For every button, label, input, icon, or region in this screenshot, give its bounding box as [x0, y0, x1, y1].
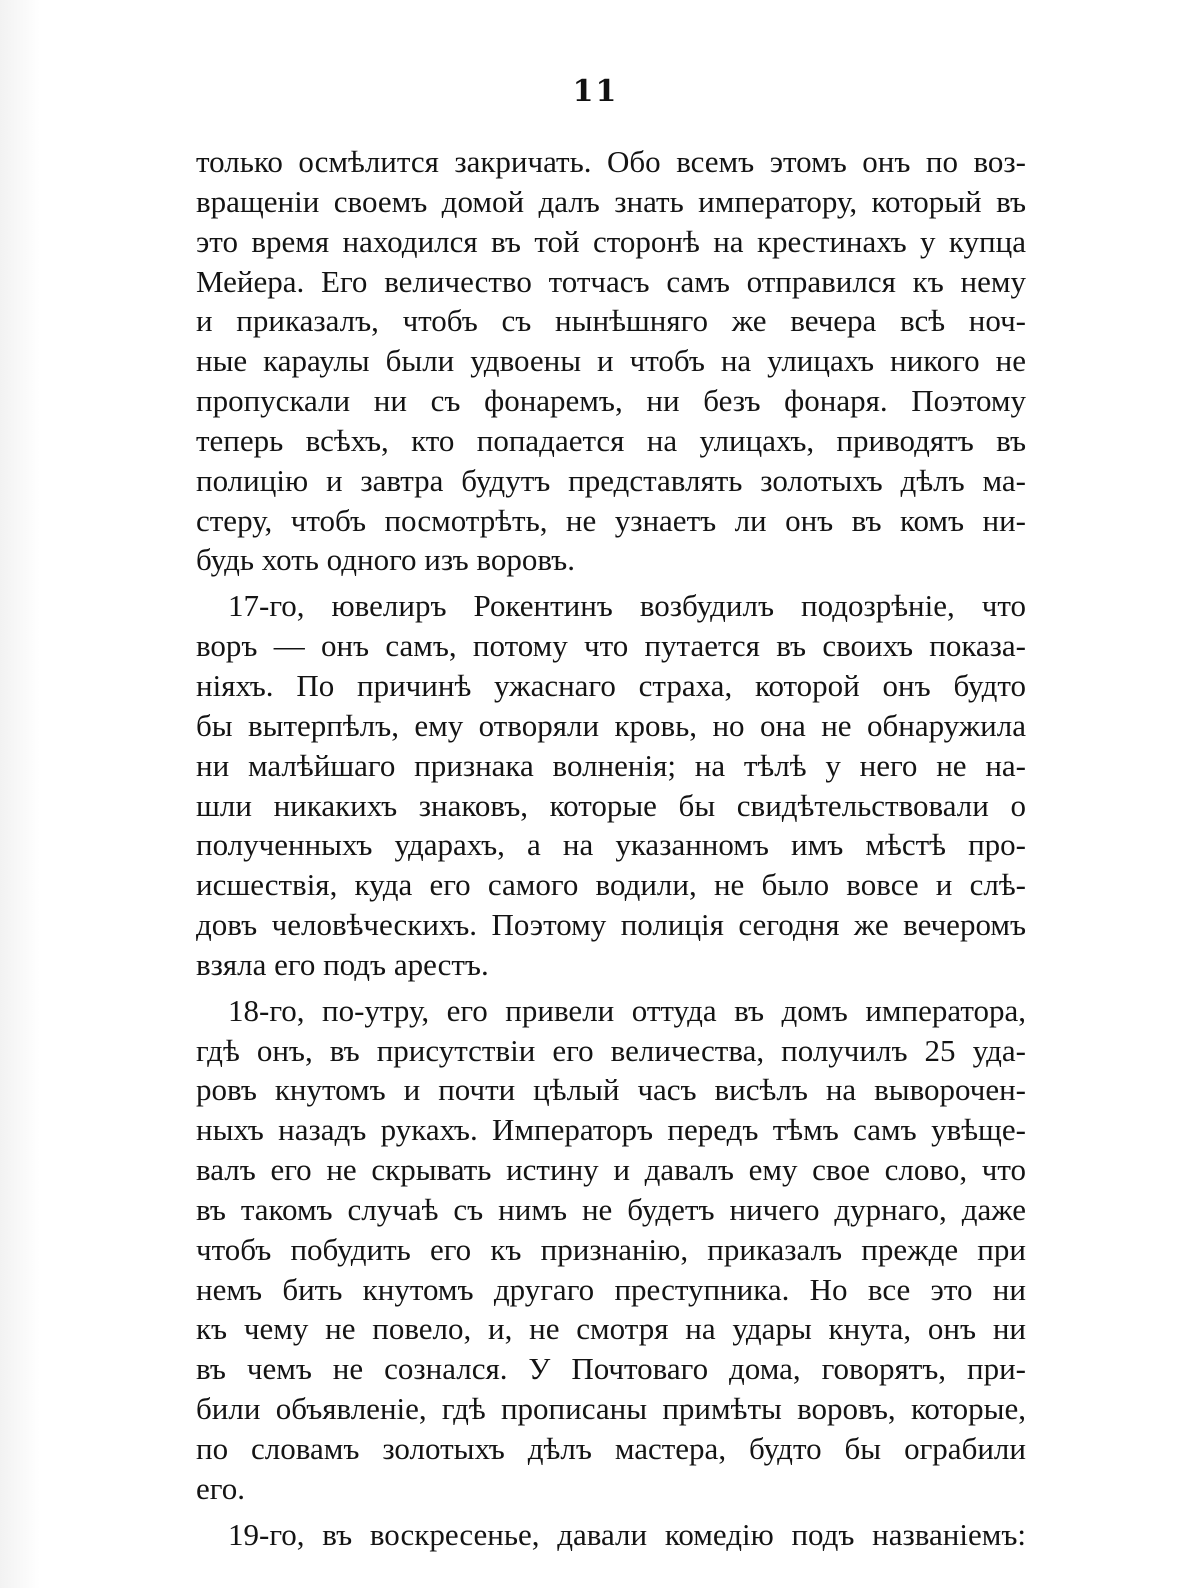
- text-line: полицію и завтра будутъ представлять золотыхъ дѣлъ ма-: [196, 462, 1026, 498]
- text-line: только осмѣлится закричать. Обо всемъ этомъ онъ по воз-: [196, 144, 1026, 179]
- text-line: немъ бить кнутомъ другаго преступника. Но все это ни: [196, 1271, 1026, 1307]
- text-line: били объявленіе, гдѣ прописаны примѣты воровъ, которые,: [196, 1391, 1026, 1427]
- text-line: въ чемъ не сознался. У Почтоваго дома, говорятъ, при-: [196, 1351, 1026, 1387]
- text-line: бы вытерпѣлъ, ему отворяли кровь, но она не обнаружила: [196, 707, 1026, 743]
- text-line: взяла его подъ арестъ.: [196, 946, 489, 982]
- text-line: 17-го, ювелиръ Рокентинъ возбудилъ подозрѣніе, что: [228, 588, 1026, 624]
- page-number: 11: [572, 74, 619, 109]
- text-line: ровъ кнутомъ и почти цѣлый часъ висѣлъ на выворочен-: [196, 1072, 1026, 1108]
- text-line: ные караулы были удвоены и чтобъ на улицахъ никого не: [196, 343, 1026, 379]
- text-line: исшествія, куда его самого водили, не было вовсе и слѣ-: [196, 867, 1026, 903]
- page-edge-shadow: [0, 0, 40, 1588]
- text-line: 18-го, по-утру, его привели оттуда въ домъ императора,: [228, 992, 1026, 1028]
- text-line: ни малѣйшаго признака волненія; на тѣлѣ у него не на-: [196, 747, 1026, 783]
- text-line: гдѣ онъ, въ присутствіи его величества, получилъ 25 уда-: [196, 1032, 1026, 1068]
- text-line: теперь всѣхъ, кто попадается на улицахъ, приводятъ въ: [196, 422, 1026, 458]
- text-line: вращеніи своемъ домой далъ знать императору, который въ: [196, 183, 1026, 219]
- body-text: [196, 142, 1026, 1555]
- text-line: Мейера. Его величество тотчасъ самъ отправился къ нему: [196, 263, 1026, 299]
- text-line: это время находился въ той сторонѣ на крестинахъ у купца: [196, 223, 1026, 259]
- text-line: къ чему не повело, и, не смотря на удары кнута, онъ ни: [196, 1311, 1026, 1347]
- text-line: ніяхъ. По причинѣ ужаснаго страха, которой онъ будто: [196, 667, 1026, 703]
- text-line: ныхъ назадъ рукахъ. Императоръ передъ тѣмъ самъ увѣще-: [196, 1112, 1026, 1148]
- text-line: въ такомъ случаѣ съ нимъ не будетъ ничего дурнаго, даже: [196, 1191, 1026, 1227]
- text-line: шли никакихъ знаковъ, которые бы свидѣтельствовали о: [196, 787, 1026, 823]
- text-line: по словамъ золотыхъ дѣлъ мастера, будто бы ограбили: [196, 1431, 1026, 1466]
- text-line: его.: [196, 1470, 245, 1506]
- paragraph: [196, 991, 1026, 1509]
- paragraph: [196, 142, 1026, 580]
- text-line: и приказалъ, чтобъ съ нынѣшняго же вечера всѣ ноч-: [196, 303, 1026, 339]
- text-line: пропускали ни съ фонаремъ, ни безъ фонаря. Поэтому: [196, 383, 1026, 419]
- text-line: будь хоть одного изъ воровъ.: [196, 542, 575, 578]
- text-line: довъ человѣческихъ. Поэтому полиція сегодня же вечеромъ: [196, 907, 1026, 943]
- text-line: полученныхъ ударахъ, а на указанномъ имъ мѣстѣ про-: [196, 827, 1026, 863]
- text-line: валъ его не скрывать истину и давалъ ему свое слово, что: [196, 1152, 1026, 1188]
- paragraph: [196, 586, 1026, 984]
- text-line: 19-го, въ воскресенье, давали комедію подъ названіемъ:: [228, 1516, 1026, 1552]
- text-line: воръ — онъ самъ, потому что путается въ своихъ показа-: [196, 628, 1026, 664]
- paragraph: [196, 1515, 1026, 1555]
- text-line: чтобъ побудить его къ признанію, приказалъ прежде при: [196, 1231, 1026, 1267]
- text-line: стеру, чтобъ посмотрѣть, не узнаетъ ли онъ въ комъ ни-: [196, 502, 1026, 538]
